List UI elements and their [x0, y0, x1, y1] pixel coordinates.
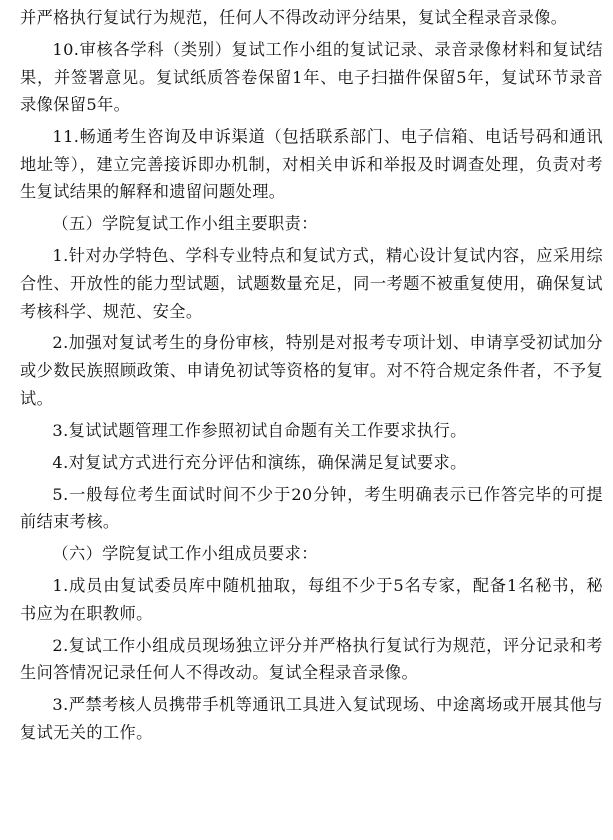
section-heading-5: （五）学院复试工作小组主要职责：: [52, 214, 318, 234]
paragraph-5-item-3: 3.复试试题管理工作参照初试自命题有关工作要求执行。: [52, 420, 467, 440]
section-heading-6: （六）学院复试工作小组成员要求：: [52, 544, 318, 564]
paragraph-6-item-1: 1.成员由复试委员库中随机抽取，每组不少于5名专家，配备1名秘书，秘书应为在职教师。: [20, 576, 603, 623]
paragraph-item-11: 11.畅通考生咨询及申诉渠道（包括联系部门、电子信箱、电话号码和通讯地址等），建立完善接诉即办机制，对相关申诉和举报及时调查处理，负责对考生复试结果的解释和遗留问题处理。: [20, 127, 603, 202]
paragraph-6-item-3: 3.严禁考核人员携带手机等通讯工具进入复试现场、中途离场或开展其他与复试无关的工作。: [20, 695, 603, 742]
paragraph-5-item-2: 2.加强对复试考生的身份审核，特别是对报考专项计划、申请享受初试加分或少数民族照顾政策、申请免初试等资格的复审。对不符合规定条件者，不予复试。: [20, 333, 603, 408]
paragraph-5-item-5: 5.一般每位考生面试时间不少于20分钟，考生明确表示已作答完毕的可提前结束考核。: [20, 484, 603, 532]
paragraph-item-10: 10.审核各学科（类别）复试工作小组的复试记录、录音录像材料和复试结果，并签署意见。复试纸质答卷保留1年、电子扫描件保留5年，复试环节录音录像保留5年。: [20, 39, 603, 115]
paragraph-continuation: 并严格执行复试行为规范，任何人不得改动评分结果，复试全程录音录像。: [20, 8, 568, 27]
paragraph-6-item-2: 2.复试工作小组成员现场独立评分并严格执行复试行为规范，评分记录和考生问答情况记录任何人不得改动。复试全程录音录像。: [20, 635, 603, 683]
paragraph-5-item-1: 1.针对办学特色、学科专业特点和复试方式，精心设计复试内容，应采用综合性、开放性的能力型试题，试题数量充足，同一考题不被重复使用，确保复试考核科学、规范、安全。: [20, 246, 603, 321]
paragraph-5-item-4: 4.对复试方式进行充分评估和演练，确保满足复试要求。: [52, 452, 467, 472]
